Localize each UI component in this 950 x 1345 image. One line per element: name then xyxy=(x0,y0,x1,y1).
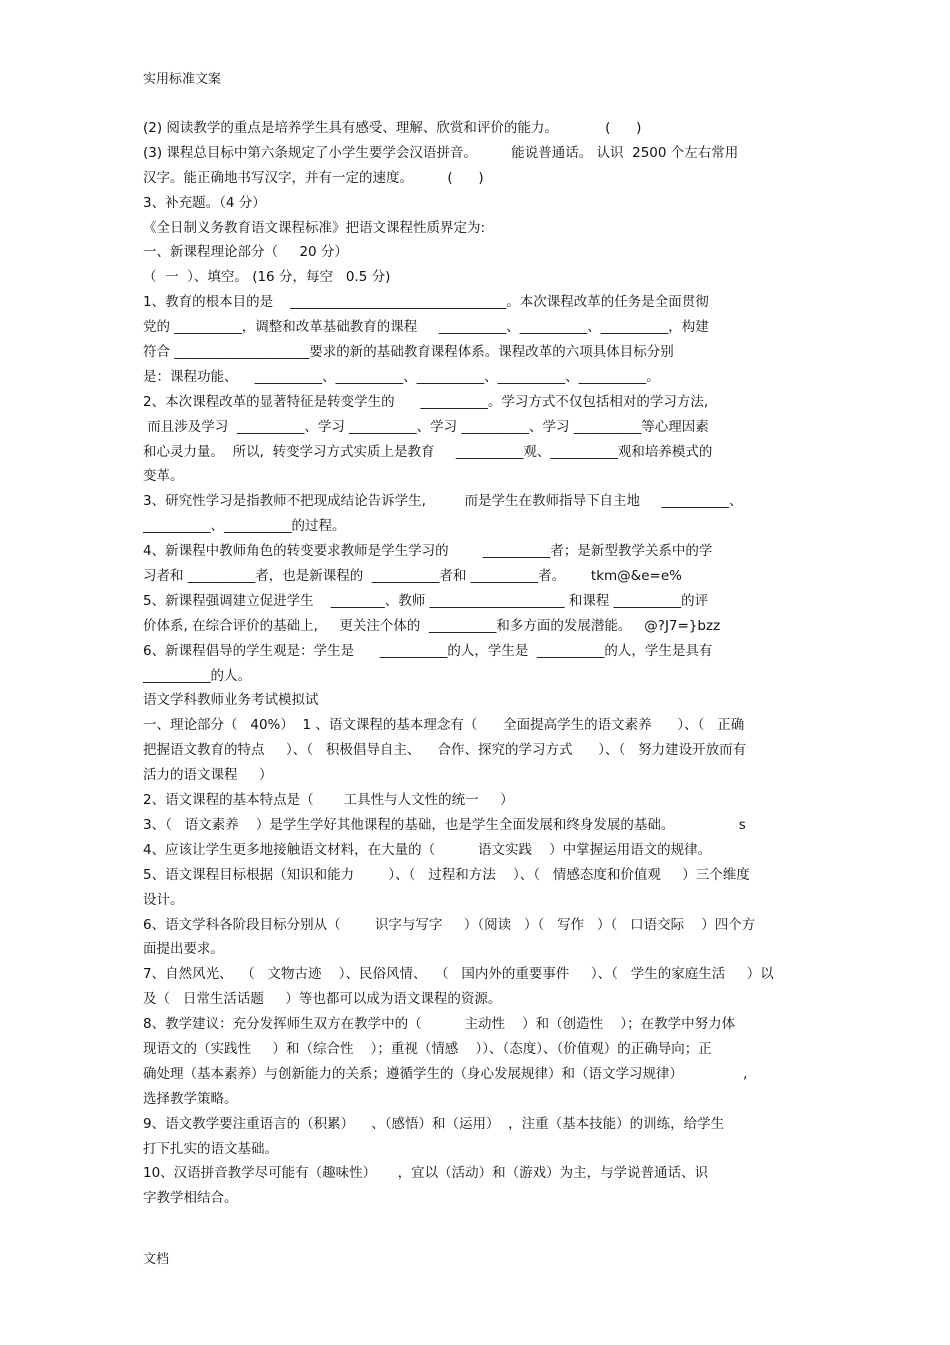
text-line: 打下扎实的语文基础。 xyxy=(143,1140,278,1157)
text-line: 现语文的（实践性 ）和（综合性 ）；重视（情感 ））、（态度）、（价值观）的正确导向；正 xyxy=(143,1040,712,1057)
text-line: 字教学相结合。 xyxy=(143,1190,238,1207)
text-line: 选择教学策略。 xyxy=(143,1090,238,1107)
text-line: 9、语文教学要注重语言的（积累） 、（感悟）和（运用） ，注重（基本技能）的训练，给学生 xyxy=(143,1115,725,1132)
text-line: 3、研究性学习是指教师不把现成结论告诉学生, 而是学生在教师指导下自主地 __________、 xyxy=(143,493,743,510)
text-line: 面提出要求。 xyxy=(143,941,224,958)
text-line: 10、汉语拼音教学尽可能有（趣味性） ，宜以（活动）和（游戏）为主，与学说普通话、识 xyxy=(143,1165,709,1182)
document-body xyxy=(143,116,808,1211)
text-line: __________、__________的过程。 xyxy=(143,518,346,535)
text-line: 一、新课程理论部分（ 20 分） xyxy=(143,244,348,261)
text-line: 把握语文教育的特点 ）、（ 积极倡导自主、 合作、探究的学习方式 ）、（ 努力建设开放而有 xyxy=(143,742,747,759)
text-line: 6、语文学科各阶段目标分别从（ 识字与写字 ）（阅读 ）（ 写作 ）（ 口语交际 ）四个方 xyxy=(143,916,756,933)
text-line: (3) 课程总目标中第六条规定了小学生要学会汉语拼音。 能说普通话。 认识 2500 个左右常用 xyxy=(143,144,739,161)
text-line: 3、补充题。（4 分） xyxy=(143,194,266,211)
text-line: 符合 ____________________要求的新的基础教育课程体系。课程改革的六项具体目标分别 xyxy=(143,344,674,361)
text-line: 2、语文课程的基本特点是（ 工具性与人文性的统一 ） xyxy=(143,792,514,809)
text-line: 2、本次课程改革的显著特征是转变学生的 __________。学习方式不仅包括相对的学习方法, xyxy=(143,393,709,410)
text-line: 习者和 __________者，也是新课程的 __________者和 __________者。 tkm@&e=e% xyxy=(143,568,682,585)
text-line: 确处理（基本素养）与创新能力的关系；遵循学生的（身心发展规律）和（语文学习规律） , xyxy=(143,1065,748,1082)
text-line: 1、教育的根本目的是 ________________________________。本次课程改革的任务是全面贯彻 xyxy=(143,294,709,311)
text-line: 党的 __________，调整和改革基础教育的课程 __________、__________、__________，构建 xyxy=(143,319,709,336)
text-line: 一、理论部分（ 40%） 1 、语文课程的基本理念有（ 全面提高学生的语文素养 ）、（ 正确 xyxy=(143,717,745,734)
text-line: 8、教学建议：充分发挥师生双方在教学中的（ 主动性 ）和（创造性 ）；在教学中努力体 xyxy=(143,1016,736,1033)
page-header: 实用标准文案 xyxy=(143,72,222,87)
text-line: __________的人。 xyxy=(143,667,251,684)
text-line: 变革。 xyxy=(143,468,184,485)
page-footer: 文档 xyxy=(143,1252,170,1267)
text-line: 和心灵力量。 所以, 转变学习方式实质上是教育 __________观、__________观和培养模式的 xyxy=(143,443,713,460)
text-line: 6、新课程倡导的学生观是：学生是 __________的人，学生是 __________的人，学生是具有 xyxy=(143,642,713,659)
text-line: 4、应该让学生更多地接触语文材料，在大量的（ 语文实践 ）中掌握运用语文的规律。 xyxy=(143,841,712,858)
text-line: （ 一 ）、填空。 (16 分，每空 0.5 分) xyxy=(143,269,391,286)
text-line: 设计。 xyxy=(143,891,184,908)
text-line: 4、新课程中教师角色的转变要求教师是学生学习的 __________者；是新型教学关系中的学 xyxy=(143,543,713,560)
text-line: 7、自然风光、 （ 文物古迹 ）、民俗风情、 （ 国内外的重要事件 ）、（ 学生的家庭生活 ）以 xyxy=(143,966,774,983)
text-line: 价体系, 在综合评价的基础上, 更关注个体的 __________和多方面的发展潜能。 @?J7=}bzz xyxy=(143,617,721,634)
text-line: 3、（ 语文素养 ）是学生学好其他课程的基础，也是学生全面发展和终身发展的基础。 s xyxy=(143,816,746,833)
text-line: 5、语文课程目标根据（知识和能力 ）、（ 过程和方法 ）、（ 情感态度和价值观 ）三个维度 xyxy=(143,866,750,883)
text-line: 及（ 日常生活话题 ）等也都可以成为语文课程的资源。 xyxy=(143,991,502,1008)
text-line: 是：课程功能、 __________、__________、__________、__________、__________。 xyxy=(143,368,660,385)
text-line: 汉字。能正确地书写汉字，并有一定的速度。 ( ) xyxy=(143,169,484,186)
text-line: 《全日制义务教育语文课程标准》把语文课程性质界定为: xyxy=(143,219,486,236)
text-line: 语文学科教师业务考试模拟试 xyxy=(143,692,319,709)
text-line: 5、新课程强调建立促进学生 ________、教师 ____________________ 和课程 __________的评 xyxy=(143,592,709,609)
text-line: (2) 阅读教学的重点是培养学生具有感受、理解、欣赏和评价的能力。 ( ) xyxy=(143,120,642,136)
text-line: 而且涉及学习 __________、学习 __________、学习 __________、学习 __________等心理因素 xyxy=(143,418,709,435)
text-line: 活力的语文课程 ） xyxy=(143,767,273,784)
